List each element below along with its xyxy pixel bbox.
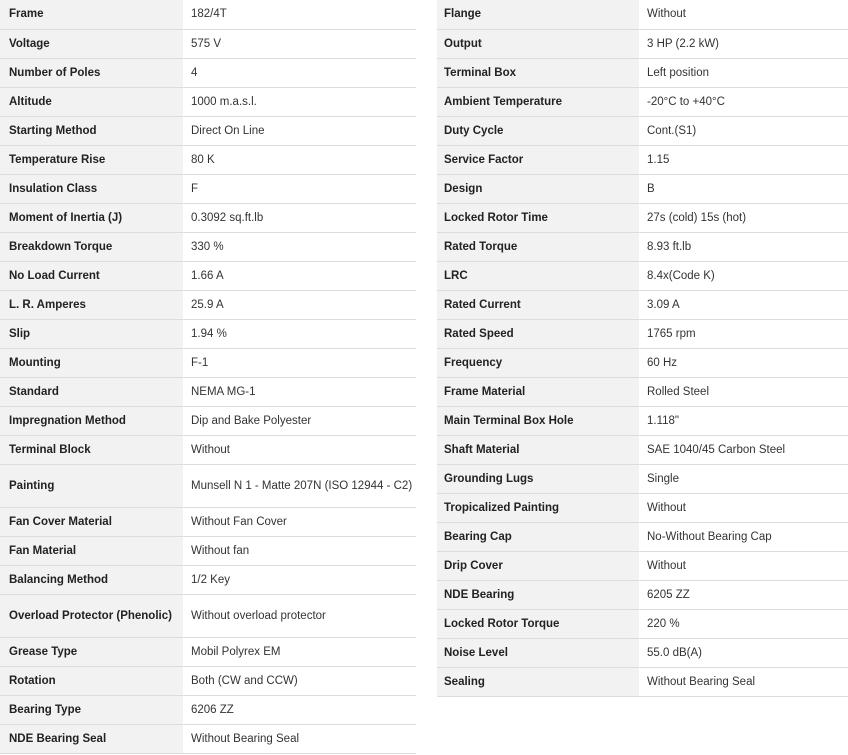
spec-value: Without fan xyxy=(183,536,416,565)
spec-row xyxy=(0,232,416,261)
spec-label: Flange xyxy=(437,0,639,29)
spec-row xyxy=(437,0,848,29)
spec-value: No-Without Bearing Cap xyxy=(639,522,848,551)
spec-label: Drip Cover xyxy=(437,551,639,580)
spec-row xyxy=(437,232,848,261)
spec-label: Number of Poles xyxy=(0,58,183,87)
spec-value: Without Bearing Seal xyxy=(183,724,416,753)
spec-value: 575 V xyxy=(183,29,416,58)
spec-row xyxy=(437,87,848,116)
spec-value: 80 K xyxy=(183,145,416,174)
spec-value: 1.15 xyxy=(639,145,848,174)
spec-label: Breakdown Torque xyxy=(0,232,183,261)
spec-value: 55.0 dB(A) xyxy=(639,638,848,667)
spec-value: 1/2 Key xyxy=(183,565,416,594)
spec-row xyxy=(437,464,848,493)
spec-value: Without xyxy=(639,0,848,29)
spec-value: Without overload protector xyxy=(183,594,416,637)
spec-label: Temperature Rise xyxy=(0,145,183,174)
spec-row xyxy=(437,522,848,551)
spec-label: Grease Type xyxy=(0,637,183,666)
spec-value: Without Bearing Seal xyxy=(639,667,848,696)
spec-value: Left position xyxy=(639,58,848,87)
spec-label: NDE Bearing Seal xyxy=(0,724,183,753)
spec-row xyxy=(437,609,848,638)
spec-value: 3.09 A xyxy=(639,290,848,319)
spec-label: Altitude xyxy=(0,87,183,116)
spec-row xyxy=(0,594,416,637)
spec-value: 27s (cold) 15s (hot) xyxy=(639,203,848,232)
spec-row xyxy=(0,0,416,29)
spec-value: -20°C to +40°C xyxy=(639,87,848,116)
spec-row xyxy=(437,116,848,145)
spec-row xyxy=(0,174,416,203)
spec-table xyxy=(0,0,416,754)
spec-value: Without xyxy=(639,551,848,580)
spec-value: Mobil Polyrex EM xyxy=(183,637,416,666)
spec-value: Without xyxy=(639,493,848,522)
spec-row xyxy=(437,493,848,522)
spec-label: No Load Current xyxy=(0,261,183,290)
spec-value: Cont.(S1) xyxy=(639,116,848,145)
spec-row xyxy=(437,580,848,609)
spec-row xyxy=(0,261,416,290)
spec-label: L. R. Amperes xyxy=(0,290,183,319)
spec-label: Fan Cover Material xyxy=(0,507,183,536)
spec-value: Without xyxy=(183,435,416,464)
spec-row xyxy=(0,58,416,87)
spec-label: Tropicalized Painting xyxy=(437,493,639,522)
spec-row xyxy=(437,551,848,580)
spec-value: 25.9 A xyxy=(183,290,416,319)
spec-value: 182/4T xyxy=(183,0,416,29)
spec-label: Design xyxy=(437,174,639,203)
spec-label: NDE Bearing xyxy=(437,580,639,609)
spec-label: Main Terminal Box Hole xyxy=(437,406,639,435)
spec-value: 6206 ZZ xyxy=(183,695,416,724)
spec-row xyxy=(0,695,416,724)
spec-row xyxy=(0,348,416,377)
spec-label: Sealing xyxy=(437,667,639,696)
spec-row xyxy=(0,87,416,116)
spec-label: Balancing Method xyxy=(0,565,183,594)
spec-value: 6205 ZZ xyxy=(639,580,848,609)
spec-value: Without Fan Cover xyxy=(183,507,416,536)
spec-value: 60 Hz xyxy=(639,348,848,377)
spec-value: NEMA MG-1 xyxy=(183,377,416,406)
spec-value: Dip and Bake Polyester xyxy=(183,406,416,435)
spec-row xyxy=(0,377,416,406)
spec-label: Terminal Box xyxy=(437,58,639,87)
spec-label: Rotation xyxy=(0,666,183,695)
spec-row xyxy=(0,565,416,594)
spec-row xyxy=(0,435,416,464)
spec-row xyxy=(437,145,848,174)
spec-value: Both (CW and CCW) xyxy=(183,666,416,695)
spec-row xyxy=(0,319,416,348)
spec-value: B xyxy=(639,174,848,203)
spec-row xyxy=(437,348,848,377)
spec-label: Voltage xyxy=(0,29,183,58)
spec-row xyxy=(437,58,848,87)
spec-value: 220 % xyxy=(639,609,848,638)
spec-row xyxy=(437,435,848,464)
spec-label: LRC xyxy=(437,261,639,290)
spec-row xyxy=(437,638,848,667)
spec-row xyxy=(0,536,416,565)
spec-row xyxy=(0,406,416,435)
spec-row xyxy=(437,406,848,435)
spec-row xyxy=(0,666,416,695)
spec-label: Moment of Inertia (J) xyxy=(0,203,183,232)
spec-label: Frame xyxy=(0,0,183,29)
spec-row xyxy=(0,724,416,753)
spec-row xyxy=(0,116,416,145)
spec-table-right xyxy=(437,0,848,697)
spec-label: Rated Current xyxy=(437,290,639,319)
spec-label: Bearing Cap xyxy=(437,522,639,551)
spec-label: Slip xyxy=(0,319,183,348)
spec-row xyxy=(437,667,848,696)
spec-row xyxy=(437,290,848,319)
spec-value: F xyxy=(183,174,416,203)
spec-label: Noise Level xyxy=(437,638,639,667)
spec-row xyxy=(0,203,416,232)
spec-row xyxy=(0,507,416,536)
spec-row xyxy=(0,290,416,319)
spec-label: Service Factor xyxy=(437,145,639,174)
spec-row xyxy=(437,377,848,406)
spec-value: 8.4x(Code K) xyxy=(639,261,848,290)
spec-row xyxy=(0,464,416,507)
spec-label: Starting Method xyxy=(0,116,183,145)
spec-label: Rated Torque xyxy=(437,232,639,261)
spec-label: Painting xyxy=(0,464,183,507)
spec-row xyxy=(437,261,848,290)
spec-label: Bearing Type xyxy=(0,695,183,724)
spec-value: 4 xyxy=(183,58,416,87)
spec-label: Locked Rotor Torque xyxy=(437,609,639,638)
spec-label: Frame Material xyxy=(437,377,639,406)
spec-row xyxy=(437,29,848,58)
spec-value: F-1 xyxy=(183,348,416,377)
spec-label: Mounting xyxy=(0,348,183,377)
spec-value: Munsell N 1 - Matte 207N (ISO 12944 - C2) xyxy=(183,464,416,507)
spec-value: 3 HP (2.2 kW) xyxy=(639,29,848,58)
spec-label: Shaft Material xyxy=(437,435,639,464)
spec-label: Grounding Lugs xyxy=(437,464,639,493)
spec-value: Single xyxy=(639,464,848,493)
spec-value: 1.94 % xyxy=(183,319,416,348)
spec-label: Ambient Temperature xyxy=(437,87,639,116)
spec-label: Standard xyxy=(0,377,183,406)
spec-value: SAE 1040/45 Carbon Steel xyxy=(639,435,848,464)
spec-table xyxy=(437,0,848,697)
spec-value: Rolled Steel xyxy=(639,377,848,406)
spec-label: Output xyxy=(437,29,639,58)
spec-label: Frequency xyxy=(437,348,639,377)
spec-label: Fan Material xyxy=(0,536,183,565)
spec-label: Overload Protector (Phenolic) xyxy=(0,594,183,637)
spec-value: Direct On Line xyxy=(183,116,416,145)
spec-row xyxy=(437,203,848,232)
spec-row xyxy=(0,29,416,58)
spec-value: 1000 m.a.s.l. xyxy=(183,87,416,116)
spec-value: 1.118" xyxy=(639,406,848,435)
spec-value: 330 % xyxy=(183,232,416,261)
spec-label: Rated Speed xyxy=(437,319,639,348)
spec-value: 1.66 A xyxy=(183,261,416,290)
spec-label: Insulation Class xyxy=(0,174,183,203)
spec-label: Duty Cycle xyxy=(437,116,639,145)
spec-value: 1765 rpm xyxy=(639,319,848,348)
spec-value: 0.3092 sq.ft.lb xyxy=(183,203,416,232)
spec-row xyxy=(437,319,848,348)
spec-label: Terminal Block xyxy=(0,435,183,464)
spec-row xyxy=(0,145,416,174)
spec-table-left xyxy=(0,0,416,754)
spec-row xyxy=(0,637,416,666)
spec-label: Impregnation Method xyxy=(0,406,183,435)
spec-row xyxy=(437,174,848,203)
spec-value: 8.93 ft.lb xyxy=(639,232,848,261)
spec-label: Locked Rotor Time xyxy=(437,203,639,232)
